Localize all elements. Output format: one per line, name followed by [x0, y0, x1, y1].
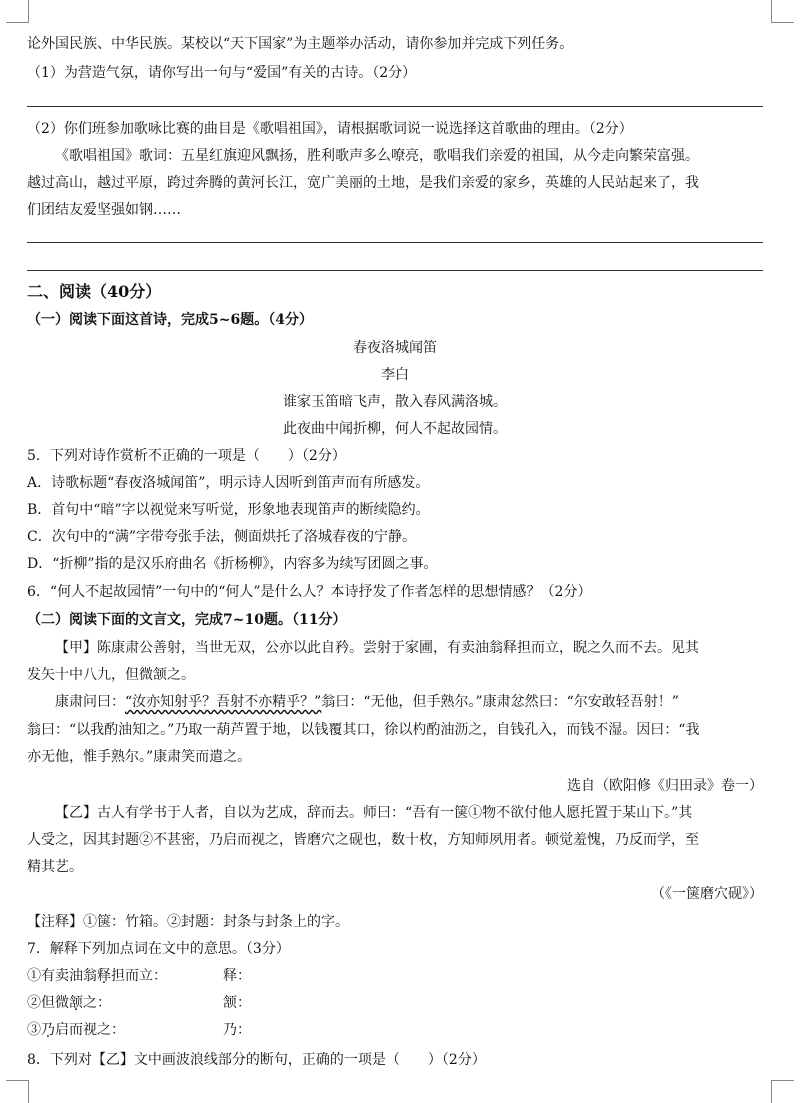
passage-jia-line-5: 亦无他，惟手熟尔。”康肃笑而遣之。	[27, 749, 252, 765]
dotted-word: 乃	[41, 1022, 55, 1038]
passage-yi-line-1: 【乙】古人有学书于人者，自以为艺成，辞而去。师曰：“吾有一箧①物不欲付他人愿托置于某山下。”其	[55, 805, 693, 821]
wavy-underlined-text: “汝亦知射乎？吾射不亦精乎？”	[125, 694, 322, 710]
item-text: 之：	[83, 995, 111, 1011]
passage-jia-source: 选自（欧阳修《归田录》卷一）	[567, 778, 763, 794]
question-7-item-1	[27, 966, 763, 986]
item-text: 担而立：	[111, 968, 167, 984]
question-5-option-b: B．首句中“暗”字以视觉来写听觉，形象地表现笛声的断续隐约。	[27, 502, 430, 518]
section-heading-reading: 二、阅读（40分）	[27, 282, 162, 301]
lyrics-line-2: 越过高山，越过平原，跨过奔腾的黄河长江，宽广美丽的土地，是我们亲爱的家乡，英雄的人民站起来了，我	[27, 175, 699, 191]
question-1: （1）为营造气氛，请你写出一句与“爱国”有关的古诗。（2分）	[27, 65, 417, 81]
passage-jia-line-3	[27, 692, 763, 712]
item-text: ②但微	[27, 995, 69, 1011]
poem-author: 李白	[381, 367, 409, 383]
question-7-item-2	[27, 993, 763, 1013]
dotted-word: 颔	[69, 995, 83, 1011]
poem-line-2: 此夜曲中闻折柳，何人不起故园情。	[283, 421, 507, 437]
passage-jia-line-2: 发矢十中八九，但微颔之。	[27, 667, 195, 683]
answer-line-1	[27, 106, 763, 107]
passage-jia-line-1: 【甲】陈康肃公善射，当世无双，公亦以此自矜。尝射于家圃，有卖油翁释担而立，睨之久而不去。见其	[55, 640, 699, 656]
intro-line: 论外国民族、中华民族。某校以“天下国家”为主题举办活动，请你参加并完成下列任务。	[27, 36, 574, 52]
answer-line-3	[27, 270, 763, 271]
poem-line-1: 谁家玉笛暗飞声，散入春风满洛城。	[283, 394, 507, 410]
lyrics-line-1: 《歌唱祖国》歌词：五星红旗迎风飘扬，胜利歌声多么嘹亮，歌唱我们亲爱的祖国，从今走向繁荣富强。	[55, 148, 699, 164]
answer-label: 颔：	[223, 995, 251, 1011]
poem-title: 春夜洛城闻笛	[353, 340, 437, 356]
item-text: ①有卖油翁	[27, 968, 97, 984]
question-5-option-a: A．诗歌标题“春夜洛城闻笛”，明示诗人因听到笛声而有所感发。	[27, 475, 430, 491]
dotted-word: 释	[97, 968, 111, 984]
passage-jia-text: 翁曰：“无他，但手熟尔。”康肃忿然曰：“尔安敢轻吾射！”	[321, 694, 679, 710]
question-5: 5．下列对诗作赏析不正确的一项是（ ）（2分）	[27, 448, 346, 464]
annotation-note: 【注释】①箧：竹箱。②封题：封条与封条上的字。	[27, 914, 349, 930]
crop-mark-top-left	[6, 0, 29, 23]
passage-yi-line-3: 精其艺。	[27, 859, 83, 875]
item-text: ③	[27, 1022, 41, 1038]
passage-yi-source: （《一箧磨穴砚》）	[651, 886, 763, 902]
passage-jia-line-4: 翁曰：“以我酌油知之。”乃取一葫芦置于地，以钱覆其口，徐以杓酌油沥之，自钱孔入，而钱不湿。因曰：“我	[27, 722, 700, 738]
question-7-item-3	[27, 1020, 763, 1040]
crop-mark-top-right	[771, 0, 794, 23]
answer-label: 释：	[223, 968, 251, 984]
crop-mark-bottom-left	[6, 1080, 29, 1103]
question-6: 6．“何人不起故园情”一句中的“何人”是什么人？本诗抒发了作者怎样的思想情感？（2分）	[27, 584, 592, 600]
question-8: 8．下列对【乙】文中画波浪线部分的断句，正确的一项是（ ）（2分）	[27, 1052, 486, 1068]
question-5-option-d: D．“折柳”指的是汉乐府曲名《折杨柳》，内容多为续写团圆之事。	[27, 556, 438, 572]
item-text: 启而视之：	[55, 1022, 125, 1038]
question-7: 7．解释下列加点词在文中的意思。（3分）	[27, 941, 290, 957]
answer-line-2	[27, 242, 763, 243]
answer-label: 乃：	[223, 1022, 251, 1038]
passage-jia-text: 康肃问曰：	[55, 694, 125, 710]
question-5-option-c: C．次句中的“满”字带夸张手法，侧面烘托了洛城春夜的宁静。	[27, 529, 417, 545]
lyrics-line-3: 们团结友爱坚强如钢……	[27, 202, 181, 218]
passage-yi-line-2: 人受之，因其封题②不甚密，乃启而视之，皆磨穴之砚也，数十枚，方知师夙用者。顿觉羞愧，乃反而学，至	[27, 832, 699, 848]
part-heading-classical: （二）阅读下面的文言文，完成7~10题。（11分）	[27, 612, 347, 628]
question-2: （2）你们班参加歌咏比赛的曲目是《歌唱祖国》，请根据歌词说一说选择这首歌曲的理由。（2分）	[27, 121, 633, 137]
crop-mark-bottom-right	[771, 1080, 794, 1103]
part-heading-poem: （一）阅读下面这首诗，完成5~6题。（4分）	[27, 312, 313, 328]
